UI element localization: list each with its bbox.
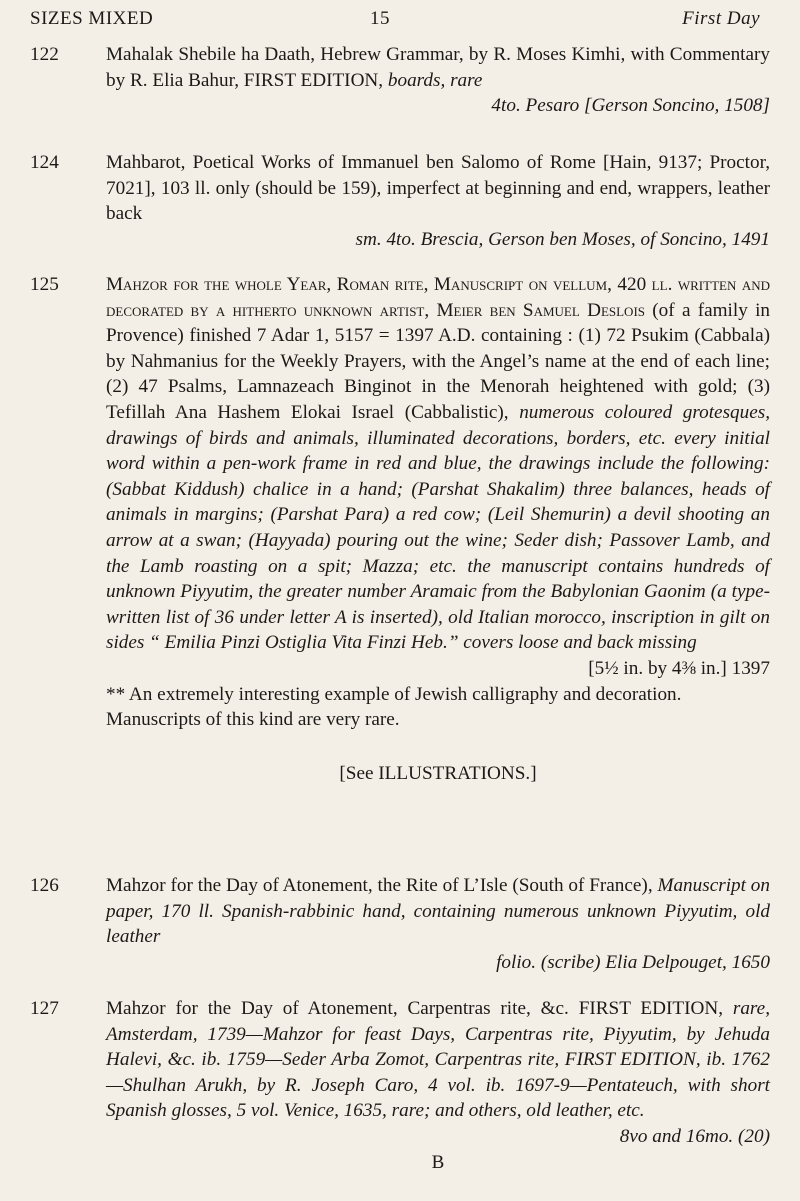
lot-text: Mahalak Shebile ha Daath, Hebrew Grammar, by R. Moses Kimhi, with Commentary by R. Elia Bahur, xyxy=(106,44,770,91)
lot-text: Mahzor for the Day of Atonement, Carpentras rite, &c. xyxy=(106,998,569,1019)
signature-mark: B xyxy=(431,1151,445,1173)
lot-see-illustrations: [See ILLUSTRATIONS.] xyxy=(339,762,537,784)
lot-description xyxy=(106,996,770,1150)
lot-description xyxy=(106,873,770,975)
lot-imprint: 4to. Pesaro [Gerson Soncino, 1508] xyxy=(491,95,770,117)
lot-text: Mahzor for the Day of Atonement, the Rite of L’Isle (South of France), xyxy=(106,875,653,896)
lot-note: ** An extremely interesting example of Jewish calligraphy and decoration. Manuscripts of this kind are very rare. xyxy=(106,683,682,731)
lot-heading: Mahzor for the whole Year, Roman rite, Manuscript on vellum, 420 ll. written and decorated by a hitherto unknown artist, Meier ben Samuel Deslois xyxy=(106,274,770,321)
running-head xyxy=(30,8,760,42)
lot-text: (of a family in Provence) finished 7 Adar 1, 5157 = 1397 A.D. containing : (1) 72 Psukim (Cabbala) by Nahmanius for the Weekly Prayers, with the Angel’s name at the end of each line; (2) 47 Psalms, Lamnazeach Binginot in the Menorah heightened with gold; (3) Tefillah Ana Hashem Elokai Israel (Cabbalistic), xyxy=(106,299,771,423)
lot-number: 122 xyxy=(30,44,59,65)
page-number: 15 xyxy=(370,8,390,29)
lot-description xyxy=(106,272,770,682)
lot-dimensions: [5½ in. by 4⅜ in.] 1397 xyxy=(588,657,770,679)
lot-details: rare, Amsterdam, 1739—Mahzor for feast Days, Carpentras rite, Piyyutim, by Jehuda Halevi, &c. ib. 1759—Seder Arba Zomot, Carpentras rite, FIRST EDITION, ib. 1762—Shulhan Arukh, by R. Joseph Caro, 4 vol. ib. 1697-9—Pentateuch, with short Spanish glosses, 5 vol. Venice, 1635, rare; and others, old leather, etc. xyxy=(106,998,770,1122)
lot-details: numerous coloured grotesques, drawings of birds and animals, illuminated decorations, borders, etc. every initial word within a pen-work frame in red and blue, the drawings include the following: (Sabbat Kiddush) chalice in a hand; (Parshat Shakalim) three balances, heads of animals in margins; (Parshat Para) a red cow; (Leil Shemurin) a devil shooting an arrow at a swan; (Hayyada) pouring out the wine; Seder dish; Passover Lamb, and the Lamb roasting on a spit; Mazza; etc. the manuscript contains hundreds of unknown Piyyutim, the greater number Aramaic from the Babylonian Gaonim (a type-written list of 36 under letter A is inserted), old Italian morocco, inscription in gilt on sides “ Emilia Pinzi Ostiglia Vita Finzi Heb.” covers loose and back missing xyxy=(106,401,771,654)
lot-125 xyxy=(30,272,770,786)
header-right: First Day xyxy=(682,8,760,29)
lot-number: 127 xyxy=(30,998,59,1019)
lot-imprint: 8vo and 16mo. (20) xyxy=(619,1125,770,1147)
lot-description xyxy=(106,42,770,119)
lot-details: Manuscript on paper, 170 ll. Spanish-rabbinic hand, containing numerous unknown Piyyutim, old leather xyxy=(106,875,770,948)
lot-condition: boards, rare xyxy=(387,69,483,91)
lot-number: 125 xyxy=(30,274,59,295)
lot-imprint: sm. 4to. Brescia, Gerson ben Moses, of Soncino, 1491 xyxy=(355,228,770,250)
lot-124 xyxy=(30,150,770,252)
lot-122 xyxy=(30,42,770,119)
lot-edition: FIRST EDITION, xyxy=(578,998,724,1019)
lot-127 xyxy=(30,996,770,1175)
header-left: SIZES MIXED xyxy=(30,8,154,29)
lot-number: 126 xyxy=(30,875,59,896)
lot-text: Mahbarot, Poetical Works of Immanuel ben Salomo of Rome [Hain, 9137; Proctor, 7021], 103 ll. only (should be 159), imperfect at beginning and end, wrappers, leather back xyxy=(106,152,770,225)
lot-edition: FIRST EDITION, xyxy=(243,69,384,91)
lot-number: 124 xyxy=(30,152,59,173)
lot-126 xyxy=(30,873,770,975)
lot-imprint: folio. (scribe) Elia Delpouget, 1650 xyxy=(496,951,770,973)
lot-description xyxy=(106,150,770,252)
